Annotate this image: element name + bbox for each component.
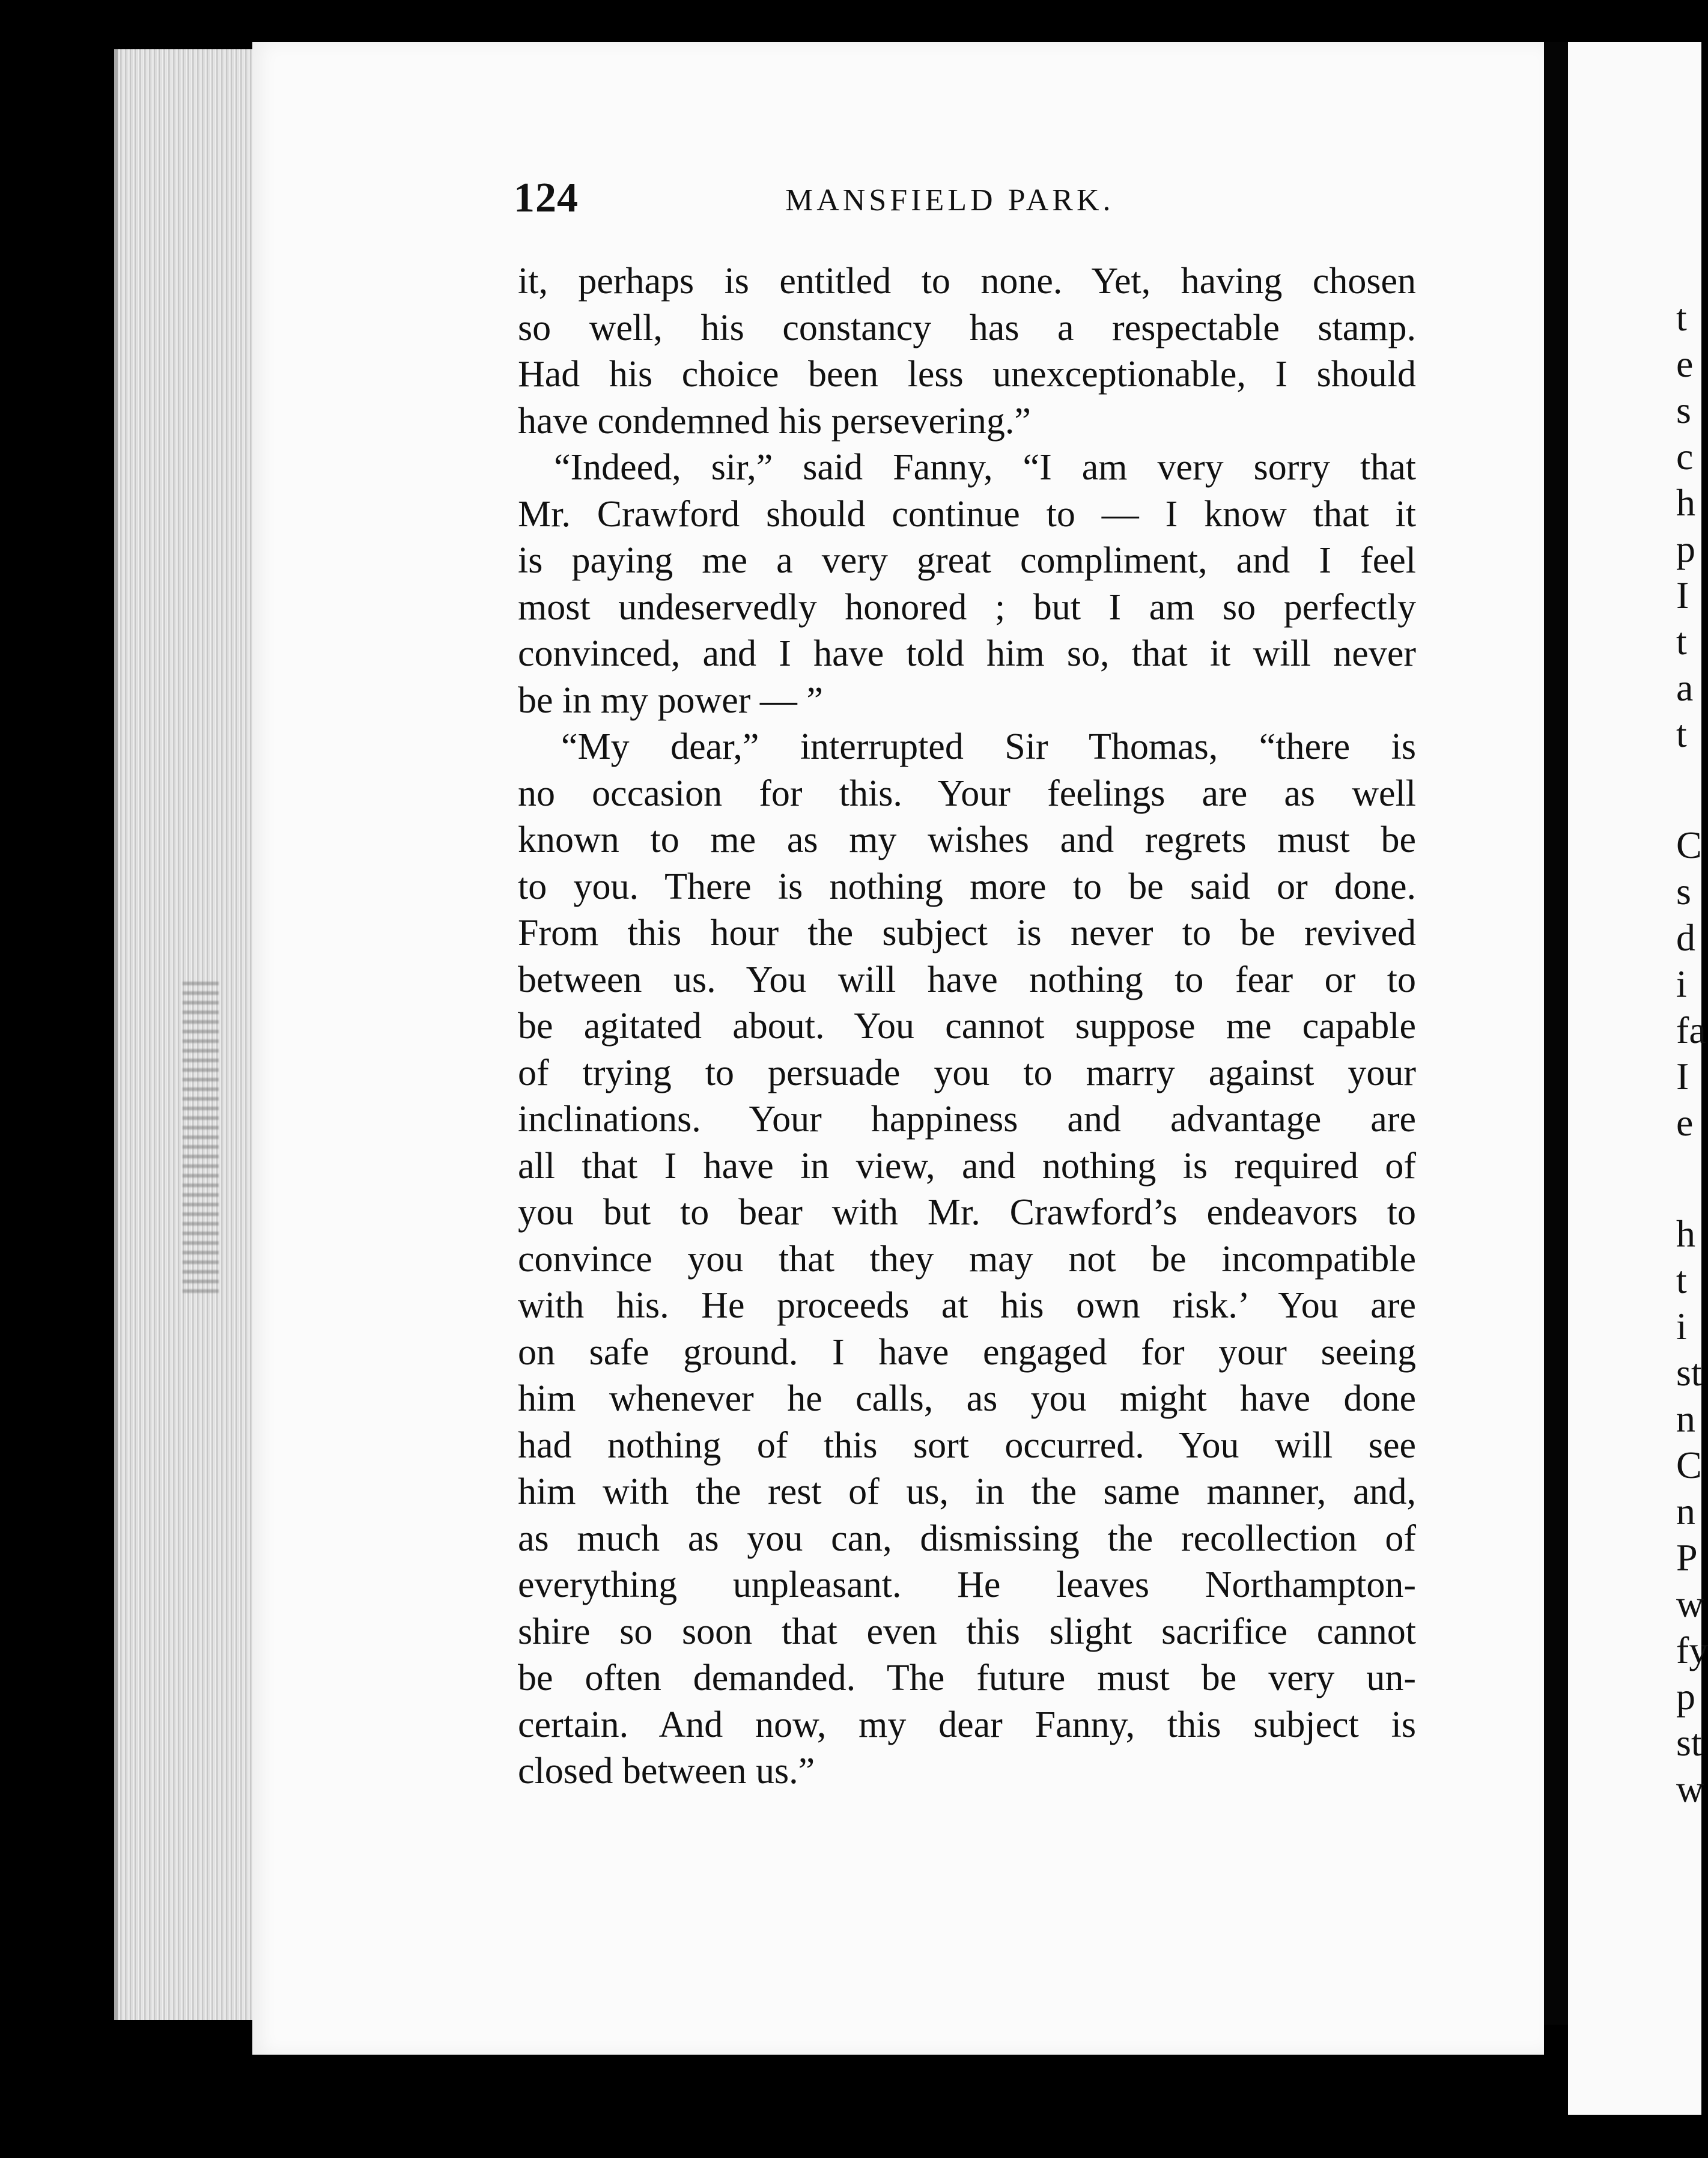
facing-fragment: d <box>1676 916 1695 959</box>
facing-fragment: fy <box>1676 1629 1708 1671</box>
text-line: convinced, and I have told him so, that it will never <box>518 633 1416 674</box>
body-text <box>518 258 1416 1795</box>
text-line: it, perhaps is entitled to none. Yet, having chosen <box>518 261 1416 302</box>
facing-fragment: h <box>1676 481 1695 524</box>
text-line: convince you that they may not be incompatible <box>518 1238 1416 1280</box>
running-head <box>514 174 1138 228</box>
facing-fragment: st <box>1676 1721 1702 1764</box>
facing-fragment: i <box>1676 1305 1687 1348</box>
facing-fragment: w <box>1676 1582 1704 1625</box>
text-line: everything unpleasant. He leaves Northampton- <box>518 1564 1416 1605</box>
text-line: Mr. Crawford should continue to — I know that it <box>518 493 1416 535</box>
page-edges <box>114 49 256 2020</box>
text-line: all that I have in view, and nothing is required of <box>518 1145 1416 1187</box>
text-line: be in my power — ” <box>518 679 823 721</box>
facing-fragment: p <box>1676 527 1695 570</box>
facing-fragment: t <box>1676 1259 1687 1301</box>
facing-fragment: a <box>1676 666 1694 709</box>
text-line: on safe ground. I have engaged for your seeing <box>518 1331 1416 1373</box>
text-line: most undeservedly honored ; but I am so perfectly <box>518 586 1416 628</box>
text-line: known to me as my wishes and regrets must be <box>518 819 1416 860</box>
text-line: as much as you can, dismissing the recollection of <box>518 1518 1416 1559</box>
facing-fragment: C <box>1676 824 1702 866</box>
text-line: so well, his constancy has a respectable stamp. <box>518 307 1416 348</box>
text-line: “Indeed, sir,” said Fanny, “I am very sorry that <box>554 447 1416 488</box>
text-line: no occasion for this. Your feelings are as well <box>518 773 1416 814</box>
text-line: certain. And now, my dear Fanny, this subject is <box>518 1704 1416 1745</box>
library-stamp <box>183 980 219 1293</box>
facing-fragment: st <box>1676 1351 1702 1394</box>
text-line: shire so soon that even this slight sacrifice cannot <box>518 1611 1416 1652</box>
facing-fragment: fa <box>1676 1009 1706 1051</box>
facing-fragment: I <box>1676 574 1689 616</box>
running-title: MANSFIELD PARK. <box>785 183 1114 217</box>
facing-page-text <box>1676 294 1708 1812</box>
text-line: him with the rest of us, in the same manner, and, <box>518 1471 1416 1512</box>
facing-fragment: s <box>1676 389 1691 431</box>
facing-fragment: w <box>1676 1767 1704 1810</box>
text-line: be often demanded. The future must be very un- <box>518 1658 1416 1698</box>
text-line: with his. He proceeds at his own risk.’ You are <box>518 1285 1416 1326</box>
facing-fragment: t <box>1676 713 1687 755</box>
text-line: you but to bear with Mr. Crawford’s endeavors to <box>518 1192 1416 1233</box>
text-line: had nothing of this sort occurred. You will see <box>518 1424 1416 1466</box>
facing-fragment: s <box>1676 870 1691 913</box>
facing-fragment: n <box>1676 1397 1695 1440</box>
text-line: Had his choice been less unexceptionable, I should <box>518 354 1416 395</box>
text-line: have condemned his persevering.” <box>518 400 1031 442</box>
book-gutter <box>1544 42 1568 2025</box>
facing-fragment: c <box>1676 435 1694 478</box>
facing-fragment: P <box>1676 1536 1698 1579</box>
text-line: inclinations. Your happiness and advantage are <box>518 1099 1416 1140</box>
text-line: of trying to persuade you to marry against your <box>518 1052 1416 1093</box>
facing-fragment: t <box>1676 296 1687 339</box>
text-line: to you. There is nothing more to be said or done. <box>518 866 1416 907</box>
page-number: 124 <box>514 175 579 221</box>
facing-fragment: C <box>1676 1444 1702 1486</box>
text-line: him whenever he calls, as you might have done <box>518 1378 1416 1419</box>
facing-gap <box>1676 1146 1701 1211</box>
text-line: be agitated about. You cannot suppose me capable <box>518 1006 1416 1047</box>
facing-gap <box>1676 757 1701 822</box>
text-line: is paying me a very great compliment, and I feel <box>518 540 1416 581</box>
facing-fragment: i <box>1676 962 1687 1005</box>
text-line: closed between us.” <box>518 1751 815 1792</box>
facing-fragment: e <box>1676 342 1694 385</box>
facing-fragment: I <box>1676 1055 1689 1098</box>
text-line: “My dear,” interrupted Sir Thomas, “there is <box>561 726 1416 767</box>
facing-fragment: p <box>1676 1675 1695 1718</box>
text-line: between us. You will have nothing to fear or to <box>518 959 1416 1000</box>
facing-fragment: e <box>1676 1101 1694 1144</box>
facing-fragment: h <box>1676 1212 1695 1255</box>
facing-fragment: n <box>1676 1490 1695 1533</box>
facing-fragment: t <box>1676 620 1687 663</box>
text-line: From this hour the subject is never to be revived <box>518 913 1416 953</box>
